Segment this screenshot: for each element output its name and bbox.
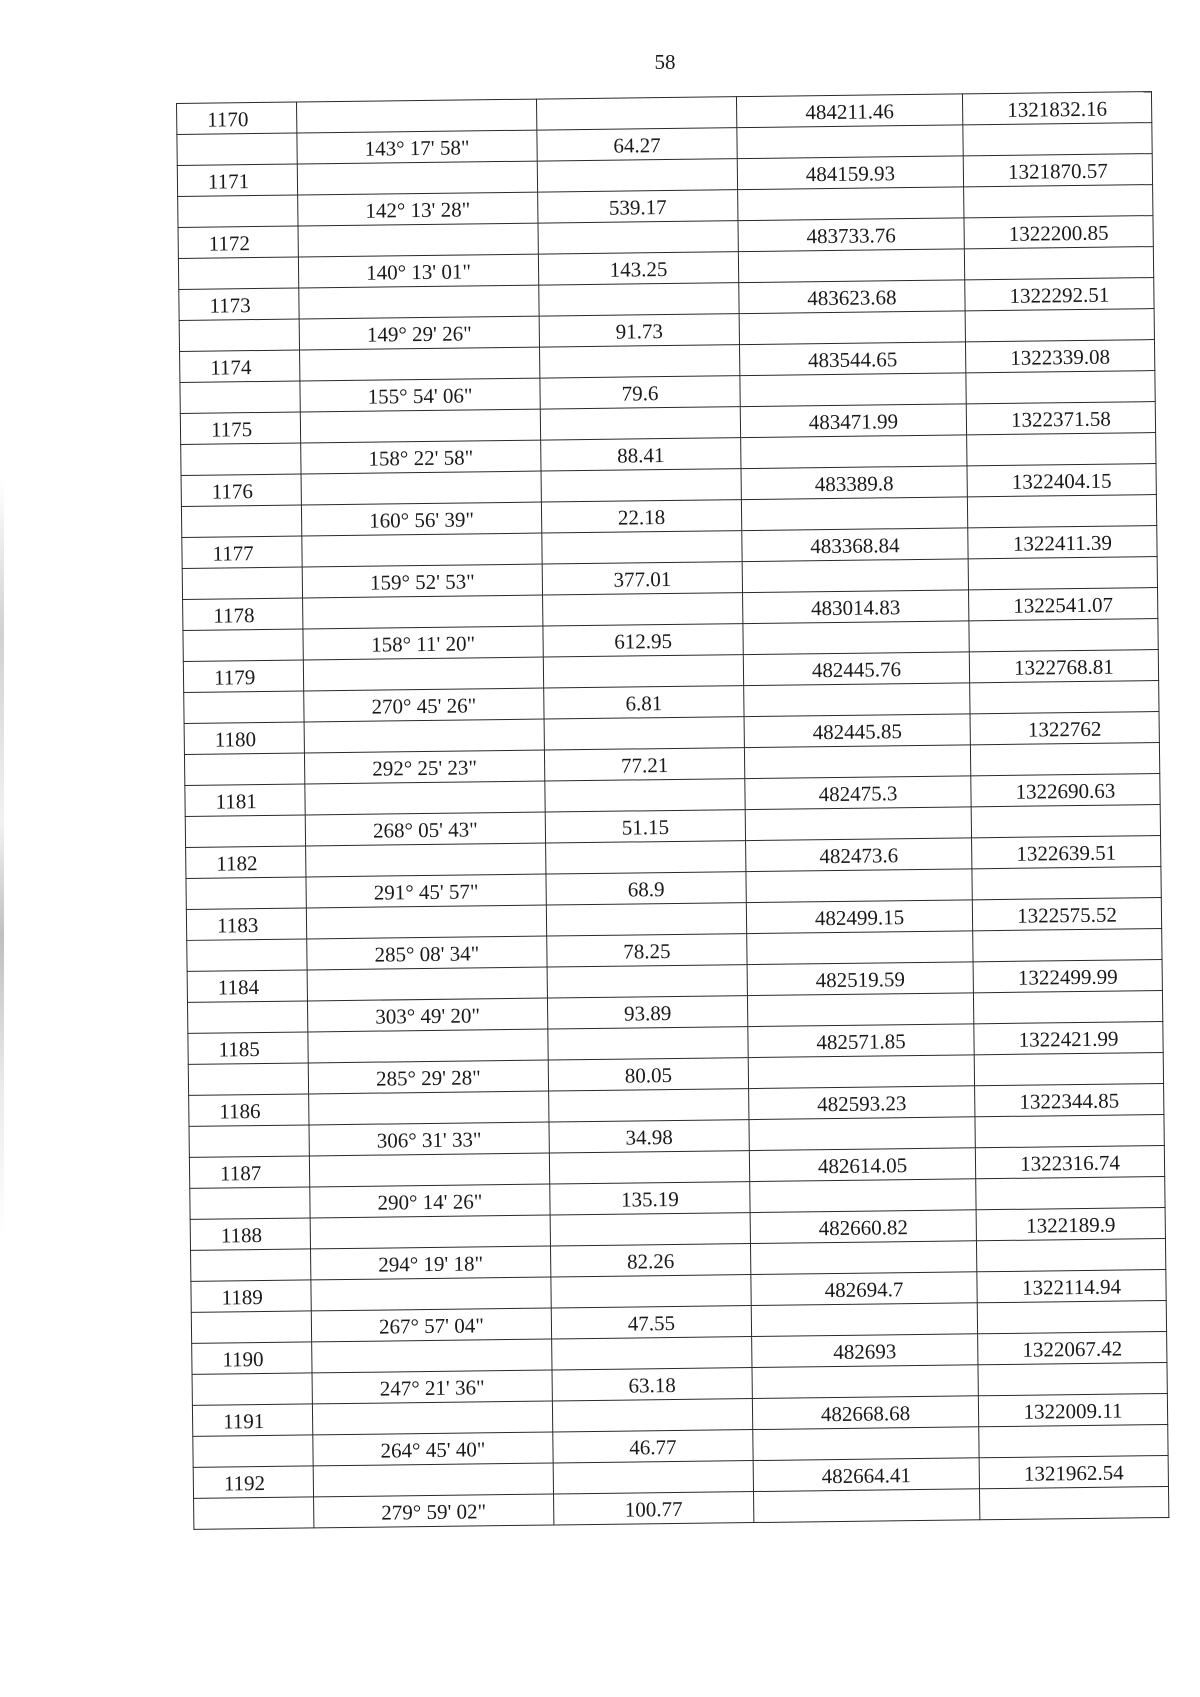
empty-cell xyxy=(179,319,299,351)
x-coordinate-cell: 482664.41 xyxy=(753,1458,979,1492)
empty-cell xyxy=(304,719,544,753)
bearing-cell: 158° 11' 20" xyxy=(303,626,543,660)
bearing-cell: 270° 45' 26" xyxy=(304,688,544,722)
empty-cell xyxy=(549,1089,749,1122)
empty-cell xyxy=(753,1427,979,1461)
empty-cell xyxy=(540,407,740,440)
empty-cell xyxy=(973,929,1162,962)
point-number-cell: 1170 xyxy=(177,102,297,134)
empty-cell xyxy=(308,1029,548,1063)
empty-cell xyxy=(738,249,964,283)
empty-cell xyxy=(551,1275,751,1308)
empty-cell xyxy=(296,99,536,133)
survey-coordinates-table xyxy=(176,91,1169,1530)
distance-cell: 6.81 xyxy=(544,686,744,719)
y-coordinate-cell: 1322404.15 xyxy=(967,464,1156,497)
empty-cell xyxy=(310,1215,550,1249)
empty-cell xyxy=(194,1497,314,1529)
y-coordinate-cell: 1321832.16 xyxy=(962,92,1151,125)
empty-cell xyxy=(742,559,968,593)
x-coordinate-cell: 482660.82 xyxy=(750,1210,976,1244)
empty-cell xyxy=(748,1055,974,1089)
y-coordinate-cell: 1322009.11 xyxy=(978,1393,1167,1426)
distance-cell: 22.18 xyxy=(541,500,741,533)
empty-cell xyxy=(306,905,546,939)
empty-cell xyxy=(967,433,1156,466)
bearing-cell: 294° 19' 18" xyxy=(311,1246,551,1280)
empty-cell xyxy=(977,1300,1166,1333)
survey-table-container xyxy=(176,91,1168,1530)
x-coordinate-cell: 483544.65 xyxy=(739,342,965,376)
distance-cell: 68.9 xyxy=(546,872,746,905)
empty-cell xyxy=(966,371,1155,404)
empty-cell xyxy=(307,967,547,1001)
empty-cell xyxy=(964,185,1153,218)
empty-cell xyxy=(186,877,306,909)
empty-cell xyxy=(305,781,545,815)
x-coordinate-cell: 482445.76 xyxy=(743,652,969,686)
empty-cell xyxy=(744,745,970,779)
bearing-cell: 292° 25' 23" xyxy=(304,750,544,784)
distance-cell: 143.25 xyxy=(538,252,738,285)
empty-cell xyxy=(750,1241,976,1275)
distance-cell: 51.15 xyxy=(545,810,745,843)
point-number-cell: 1179 xyxy=(183,660,303,692)
empty-cell xyxy=(312,1339,552,1373)
x-coordinate-cell: 482693 xyxy=(752,1334,978,1368)
bearing-cell: 247° 21' 36" xyxy=(312,1370,552,1404)
empty-cell xyxy=(747,931,973,965)
empty-cell xyxy=(546,903,746,936)
x-coordinate-cell: 482499.15 xyxy=(746,900,972,934)
x-coordinate-cell: 482473.6 xyxy=(746,838,972,872)
empty-cell xyxy=(177,133,297,165)
empty-cell xyxy=(542,531,742,564)
empty-cell xyxy=(191,1249,311,1281)
y-coordinate-cell: 1322292.51 xyxy=(965,278,1154,311)
empty-cell xyxy=(191,1311,311,1343)
empty-cell xyxy=(738,187,964,221)
empty-cell xyxy=(976,1238,1165,1271)
table-body xyxy=(177,92,1169,1530)
empty-cell xyxy=(190,1187,310,1219)
empty-cell xyxy=(969,619,1158,652)
empty-cell xyxy=(541,469,741,502)
y-coordinate-cell: 1322639.51 xyxy=(972,836,1161,869)
empty-cell xyxy=(309,1091,549,1125)
distance-cell: 93.89 xyxy=(547,996,747,1029)
x-coordinate-cell: 482593.23 xyxy=(749,1086,975,1120)
empty-cell xyxy=(967,495,1156,528)
empty-cell xyxy=(306,843,546,877)
x-coordinate-cell: 483733.76 xyxy=(738,218,964,252)
empty-cell xyxy=(181,505,301,537)
empty-cell xyxy=(743,621,969,655)
empty-cell xyxy=(970,743,1159,776)
empty-cell xyxy=(192,1373,312,1405)
empty-cell xyxy=(553,1461,753,1494)
point-number-cell: 1174 xyxy=(180,350,300,382)
distance-cell: 612.95 xyxy=(543,624,743,657)
bearing-cell: 140° 13' 01" xyxy=(298,254,538,288)
empty-cell xyxy=(972,867,1161,900)
empty-cell xyxy=(540,345,740,378)
bearing-cell: 268° 05' 43" xyxy=(305,812,545,846)
point-number-cell: 1182 xyxy=(186,846,306,878)
empty-cell xyxy=(184,691,304,723)
page-number: 58 xyxy=(654,50,676,74)
empty-cell xyxy=(187,939,307,971)
empty-cell xyxy=(970,681,1159,714)
y-coordinate-cell: 1322189.9 xyxy=(976,1207,1165,1240)
distance-cell: 77.21 xyxy=(544,748,744,781)
distance-cell: 34.98 xyxy=(549,1120,749,1153)
bearing-cell: 285° 08' 34" xyxy=(307,936,547,970)
empty-cell xyxy=(538,221,738,254)
x-coordinate-cell: 482445.85 xyxy=(744,714,970,748)
empty-cell xyxy=(965,309,1154,342)
bearing-cell: 149° 29' 26" xyxy=(299,316,539,350)
bearing-cell: 158° 22' 58" xyxy=(301,440,541,474)
empty-cell xyxy=(751,1303,977,1337)
empty-cell xyxy=(741,435,967,469)
empty-cell xyxy=(301,471,541,505)
distance-cell: 46.77 xyxy=(553,1430,753,1463)
empty-cell xyxy=(978,1362,1167,1395)
empty-cell xyxy=(297,161,537,195)
empty-cell xyxy=(182,567,302,599)
empty-cell xyxy=(963,123,1152,156)
empty-cell xyxy=(187,1001,307,1033)
empty-cell xyxy=(544,717,744,750)
distance-cell: 88.41 xyxy=(541,438,741,471)
x-coordinate-cell: 482571.85 xyxy=(748,1024,974,1058)
scan-shadow xyxy=(0,480,4,1240)
empty-cell xyxy=(752,1365,978,1399)
point-number-cell: 1187 xyxy=(189,1156,309,1188)
empty-cell xyxy=(550,1213,750,1246)
point-number-cell: 1175 xyxy=(180,412,300,444)
bearing-cell: 155° 54' 06" xyxy=(300,378,540,412)
bearing-cell: 264° 45' 40" xyxy=(313,1432,553,1466)
y-coordinate-cell: 1321962.54 xyxy=(979,1455,1168,1488)
empty-cell xyxy=(184,753,304,785)
x-coordinate-cell: 482694.7 xyxy=(751,1272,977,1306)
y-coordinate-cell: 1322114.94 xyxy=(977,1269,1166,1302)
bearing-cell: 291° 45' 57" xyxy=(306,874,546,908)
empty-cell xyxy=(181,443,301,475)
empty-cell xyxy=(313,1463,553,1497)
empty-cell xyxy=(754,1489,980,1523)
empty-cell xyxy=(302,533,542,567)
empty-cell xyxy=(300,347,540,381)
x-coordinate-cell: 483623.68 xyxy=(739,280,965,314)
empty-cell xyxy=(548,1027,748,1060)
empty-cell xyxy=(552,1399,752,1432)
distance-cell: 63.18 xyxy=(552,1368,752,1401)
empty-cell xyxy=(745,807,971,841)
empty-cell xyxy=(750,1179,976,1213)
distance-cell: 100.77 xyxy=(554,1492,754,1525)
y-coordinate-cell: 1322768.81 xyxy=(969,650,1158,683)
point-number-cell: 1183 xyxy=(186,908,306,940)
y-coordinate-cell: 1322339.08 xyxy=(965,340,1154,373)
bearing-cell: 142° 13' 28" xyxy=(298,192,538,226)
empty-cell xyxy=(747,993,973,1027)
empty-cell xyxy=(183,629,303,661)
empty-cell xyxy=(546,841,746,874)
empty-cell xyxy=(180,381,300,413)
x-coordinate-cell: 483389.8 xyxy=(741,466,967,500)
point-number-cell: 1192 xyxy=(193,1466,313,1498)
empty-cell xyxy=(739,311,965,345)
distance-cell: 539.17 xyxy=(538,190,738,223)
point-number-cell: 1178 xyxy=(183,598,303,630)
distance-cell: 377.01 xyxy=(542,562,742,595)
x-coordinate-cell: 483368.84 xyxy=(742,528,968,562)
empty-cell xyxy=(979,1486,1168,1519)
point-number-cell: 1189 xyxy=(191,1280,311,1312)
distance-cell: 82.26 xyxy=(550,1244,750,1277)
point-number-cell: 1177 xyxy=(182,536,302,568)
distance-cell: 91.73 xyxy=(539,314,739,347)
point-number-cell: 1185 xyxy=(188,1032,308,1064)
empty-cell xyxy=(976,1177,1165,1210)
empty-cell xyxy=(979,1424,1168,1457)
point-number-cell: 1181 xyxy=(185,784,305,816)
empty-cell xyxy=(545,779,745,812)
empty-cell xyxy=(188,1063,308,1095)
empty-cell xyxy=(549,1151,749,1184)
distance-cell: 64.27 xyxy=(537,128,737,161)
empty-cell xyxy=(543,655,743,688)
empty-cell xyxy=(737,125,963,159)
point-number-cell: 1190 xyxy=(192,1342,312,1374)
y-coordinate-cell: 1322344.85 xyxy=(975,1084,1164,1117)
point-number-cell: 1176 xyxy=(181,474,301,506)
y-coordinate-cell: 1322371.58 xyxy=(966,402,1155,435)
x-coordinate-cell: 482519.59 xyxy=(747,962,973,996)
y-coordinate-cell: 1322421.99 xyxy=(974,1022,1163,1055)
y-coordinate-cell: 1322575.52 xyxy=(972,898,1161,931)
empty-cell xyxy=(178,195,298,227)
bearing-cell: 279° 59' 02" xyxy=(314,1494,554,1528)
point-number-cell: 1171 xyxy=(177,164,297,196)
y-coordinate-cell: 1321870.57 xyxy=(963,154,1152,187)
y-coordinate-cell: 1322690.63 xyxy=(971,774,1160,807)
y-coordinate-cell: 1322762 xyxy=(970,712,1159,745)
x-coordinate-cell: 483014.83 xyxy=(743,590,969,624)
empty-cell xyxy=(312,1401,552,1435)
y-coordinate-cell: 1322411.39 xyxy=(968,526,1157,559)
distance-cell: 79.6 xyxy=(540,376,740,409)
empty-cell xyxy=(968,557,1157,590)
empty-cell xyxy=(539,283,739,316)
x-coordinate-cell: 482475.3 xyxy=(745,776,971,810)
empty-cell xyxy=(543,593,743,626)
bearing-cell: 160° 56' 39" xyxy=(301,502,541,536)
y-coordinate-cell: 1322200.85 xyxy=(964,216,1153,249)
empty-cell xyxy=(303,595,543,629)
bearing-cell: 159° 52' 53" xyxy=(302,564,542,598)
empty-cell xyxy=(193,1435,313,1467)
empty-cell xyxy=(552,1337,752,1370)
empty-cell xyxy=(974,1053,1163,1086)
point-number-cell: 1184 xyxy=(187,970,307,1002)
bearing-cell: 267° 57' 04" xyxy=(311,1308,551,1342)
distance-cell: 47.55 xyxy=(551,1306,751,1339)
distance-cell: 78.25 xyxy=(547,934,747,967)
bearing-cell: 290° 14' 26" xyxy=(310,1184,550,1218)
empty-cell xyxy=(975,1115,1164,1148)
point-number-cell: 1180 xyxy=(184,722,304,754)
empty-cell xyxy=(971,805,1160,838)
bearing-cell: 306° 31' 33" xyxy=(309,1122,549,1156)
x-coordinate-cell: 483471.99 xyxy=(740,404,966,438)
distance-cell: 135.19 xyxy=(550,1182,750,1215)
empty-cell xyxy=(303,657,543,691)
empty-cell xyxy=(189,1125,309,1157)
empty-cell xyxy=(741,497,967,531)
empty-cell xyxy=(309,1153,549,1187)
empty-cell xyxy=(299,285,539,319)
y-coordinate-cell: 1322499.99 xyxy=(973,960,1162,993)
point-number-cell: 1172 xyxy=(178,226,298,258)
empty-cell xyxy=(298,223,538,257)
y-coordinate-cell: 1322316.74 xyxy=(975,1146,1164,1179)
point-number-cell: 1191 xyxy=(192,1404,312,1436)
empty-cell xyxy=(964,247,1153,280)
x-coordinate-cell: 482668.68 xyxy=(752,1396,978,1430)
empty-cell xyxy=(185,815,305,847)
point-number-cell: 1188 xyxy=(190,1218,310,1250)
empty-cell xyxy=(740,373,966,407)
empty-cell xyxy=(537,159,737,192)
point-number-cell: 1173 xyxy=(179,288,299,320)
empty-cell xyxy=(744,683,970,717)
bearing-cell: 285° 29' 28" xyxy=(308,1060,548,1094)
x-coordinate-cell: 484159.93 xyxy=(737,156,963,190)
empty-cell xyxy=(746,869,972,903)
bearing-cell: 303° 49' 20" xyxy=(307,998,547,1032)
y-coordinate-cell: 1322067.42 xyxy=(978,1331,1167,1364)
x-coordinate-cell: 484211.46 xyxy=(736,94,962,128)
distance-cell: 80.05 xyxy=(548,1058,748,1091)
empty-cell xyxy=(749,1117,975,1151)
point-number-cell: 1186 xyxy=(189,1094,309,1126)
empty-cell xyxy=(178,257,298,289)
empty-cell xyxy=(973,991,1162,1024)
empty-cell xyxy=(311,1277,551,1311)
x-coordinate-cell: 482614.05 xyxy=(749,1148,975,1182)
empty-cell xyxy=(547,965,747,998)
empty-cell xyxy=(300,409,540,443)
empty-cell xyxy=(536,97,736,130)
bearing-cell: 143° 17' 58" xyxy=(297,130,537,164)
y-coordinate-cell: 1322541.07 xyxy=(969,588,1158,621)
